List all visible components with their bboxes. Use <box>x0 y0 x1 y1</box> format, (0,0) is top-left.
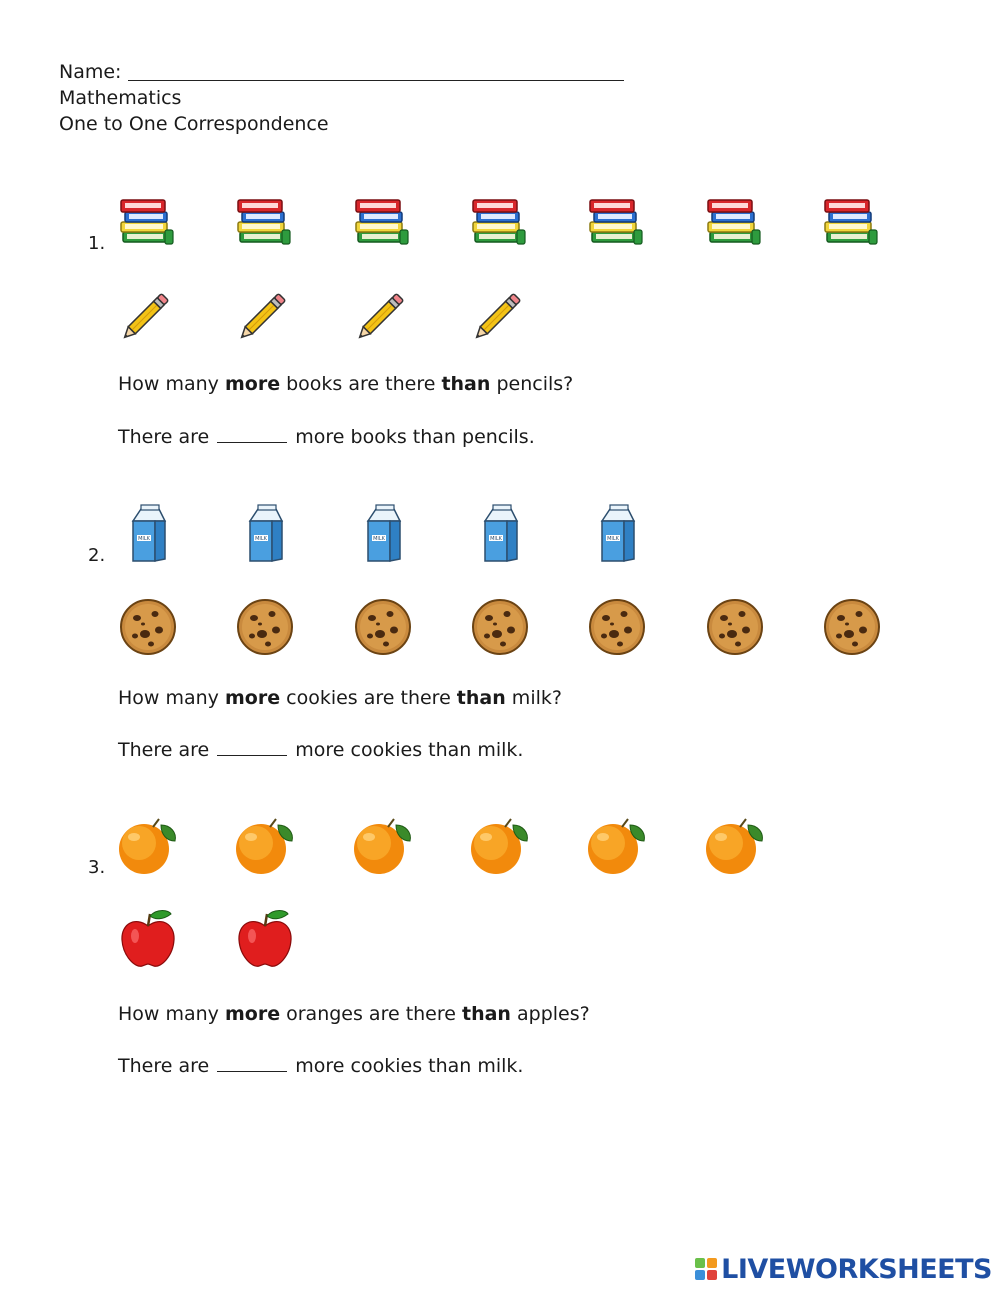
milk-carton-icon <box>469 503 531 565</box>
logo-blocks-icon <box>695 1258 717 1280</box>
answer-3-sentence: There are more cookies than milk. <box>118 1055 524 1077</box>
orange-icon <box>469 815 531 877</box>
books-icon <box>234 190 296 252</box>
pencil-icon <box>469 283 531 345</box>
name-field-line[interactable] <box>128 80 624 81</box>
answer-2-sentence: There are more cookies than milk. <box>118 739 524 761</box>
question-2-text: How many more cookies are there than milk? <box>118 687 562 709</box>
orange-icon <box>586 815 648 877</box>
question-number-3: 3. <box>88 857 106 878</box>
name-label: Name: <box>59 61 122 83</box>
liveworksheets-logo <box>695 1253 992 1285</box>
svg-text:MILK: MILK <box>607 536 619 542</box>
pencil-icon <box>352 283 414 345</box>
milk-carton-icon <box>117 503 179 565</box>
milk-carton-icon <box>586 503 648 565</box>
svg-text:MILK: MILK <box>255 536 267 542</box>
milk-carton-icon <box>352 503 414 565</box>
logo-text: LIVEWORKSHEETS <box>721 1253 992 1285</box>
answer-2-blank[interactable] <box>217 739 287 756</box>
milk-carton-icon <box>234 503 296 565</box>
question-3-text: How many more oranges are there than apples? <box>118 1003 590 1025</box>
question-number-2: 2. <box>88 545 106 566</box>
answer-1-blank[interactable] <box>217 426 287 443</box>
cookie-icon <box>469 596 531 658</box>
apple-icon <box>117 908 179 970</box>
pencil-icon <box>117 283 179 345</box>
cookie-icon <box>704 596 766 658</box>
svg-text:MILK: MILK <box>373 536 385 542</box>
cookie-icon <box>586 596 648 658</box>
orange-icon <box>234 815 296 877</box>
cookie-icon <box>821 596 883 658</box>
answer-3-blank[interactable] <box>217 1055 287 1072</box>
books-icon <box>586 190 648 252</box>
svg-text:MILK: MILK <box>138 536 150 542</box>
subject-title: Mathematics <box>59 87 182 109</box>
cookie-icon <box>117 596 179 658</box>
orange-icon <box>117 815 179 877</box>
question-number-1: 1. <box>88 233 106 254</box>
cookie-icon <box>234 596 296 658</box>
topic-title: One to One Correspondence <box>59 113 329 135</box>
apple-icon <box>234 908 296 970</box>
answer-1-sentence: There are more books than pencils. <box>118 426 535 448</box>
question-1-text: How many more books are there than pencils? <box>118 373 574 395</box>
books-icon <box>704 190 766 252</box>
orange-icon <box>704 815 766 877</box>
books-icon <box>352 190 414 252</box>
books-icon <box>117 190 179 252</box>
cookie-icon <box>352 596 414 658</box>
books-icon <box>821 190 883 252</box>
orange-icon <box>352 815 414 877</box>
svg-text:MILK: MILK <box>490 536 502 542</box>
books-icon <box>469 190 531 252</box>
pencil-icon <box>234 283 296 345</box>
